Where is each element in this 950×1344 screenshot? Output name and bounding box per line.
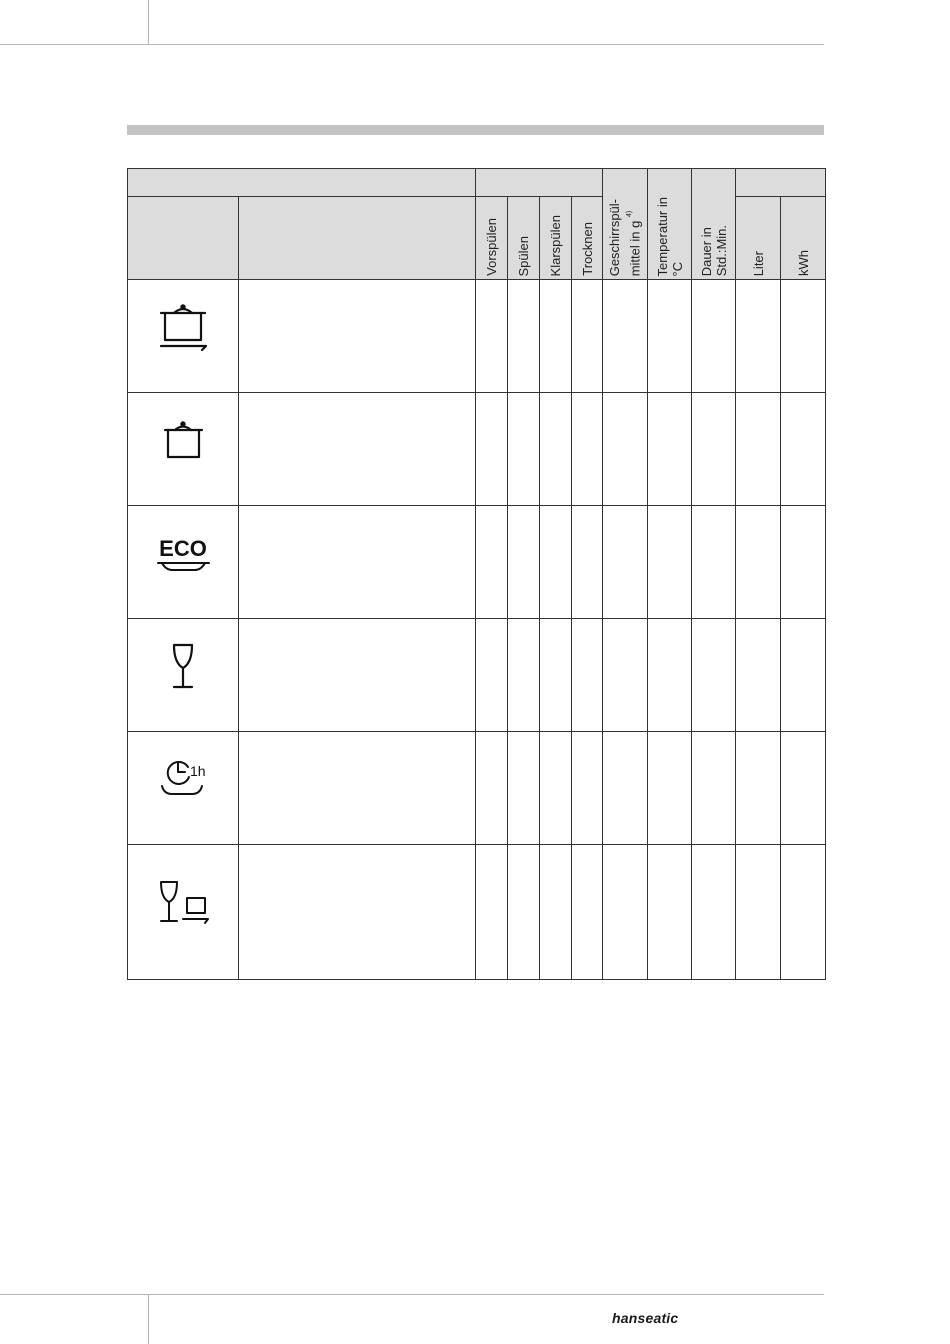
program-description-cell — [239, 845, 476, 980]
header-consumption — [736, 169, 826, 197]
program-description-cell — [239, 619, 476, 732]
header-duration: Dauer in Std.:Min. — [692, 169, 736, 280]
program-symbol-cell — [128, 732, 239, 845]
header-wash: Spülen — [508, 197, 540, 280]
top-vertical-rule — [148, 0, 149, 45]
section-bar — [127, 125, 824, 135]
header-symbol — [128, 197, 239, 280]
header-kwh: kWh — [781, 197, 826, 280]
program-symbol-cell — [128, 845, 239, 980]
program-row — [128, 732, 826, 845]
program-symbol-cell — [128, 506, 239, 619]
program-description-cell — [239, 280, 476, 393]
header-rinse: Klarspülen — [540, 197, 572, 280]
clock-1h-icon — [128, 732, 239, 812]
program-row — [128, 619, 826, 732]
intensive-pot-icon — [128, 280, 239, 360]
program-row — [128, 845, 826, 980]
glass-and-pot-icon — [128, 845, 239, 935]
program-row — [128, 506, 826, 619]
header-prewash: Vorspülen — [476, 197, 508, 280]
header-program-steps — [476, 169, 603, 197]
header-temperature: Temperatur in °C — [648, 169, 692, 280]
program-symbol-cell — [128, 393, 239, 506]
program-row — [128, 393, 826, 506]
program-description-cell — [239, 732, 476, 845]
program-symbol-cell — [128, 280, 239, 393]
brand-logo: hanseatic — [612, 1310, 679, 1326]
program-row — [128, 280, 826, 393]
bottom-horizontal-rule — [0, 1294, 824, 1295]
header-liters: Liter — [736, 197, 781, 280]
header-detergent: Geschirrspül- mittel in g $^{4)}$ — [603, 169, 648, 280]
header-description — [239, 197, 476, 280]
header-dry: Trocknen — [572, 197, 603, 280]
bottom-vertical-rule — [148, 1294, 149, 1344]
eco-icon-text: ECO — [159, 536, 207, 561]
program-description-cell — [239, 506, 476, 619]
pot-icon — [128, 393, 239, 473]
program-description-cell — [239, 393, 476, 506]
glass-icon — [128, 619, 239, 699]
clock-1h-text: 1h — [190, 763, 206, 779]
eco-icon — [128, 506, 239, 586]
program-table — [127, 168, 826, 980]
top-horizontal-rule — [0, 44, 824, 45]
program-symbol-cell — [128, 619, 239, 732]
header-program — [128, 169, 476, 197]
